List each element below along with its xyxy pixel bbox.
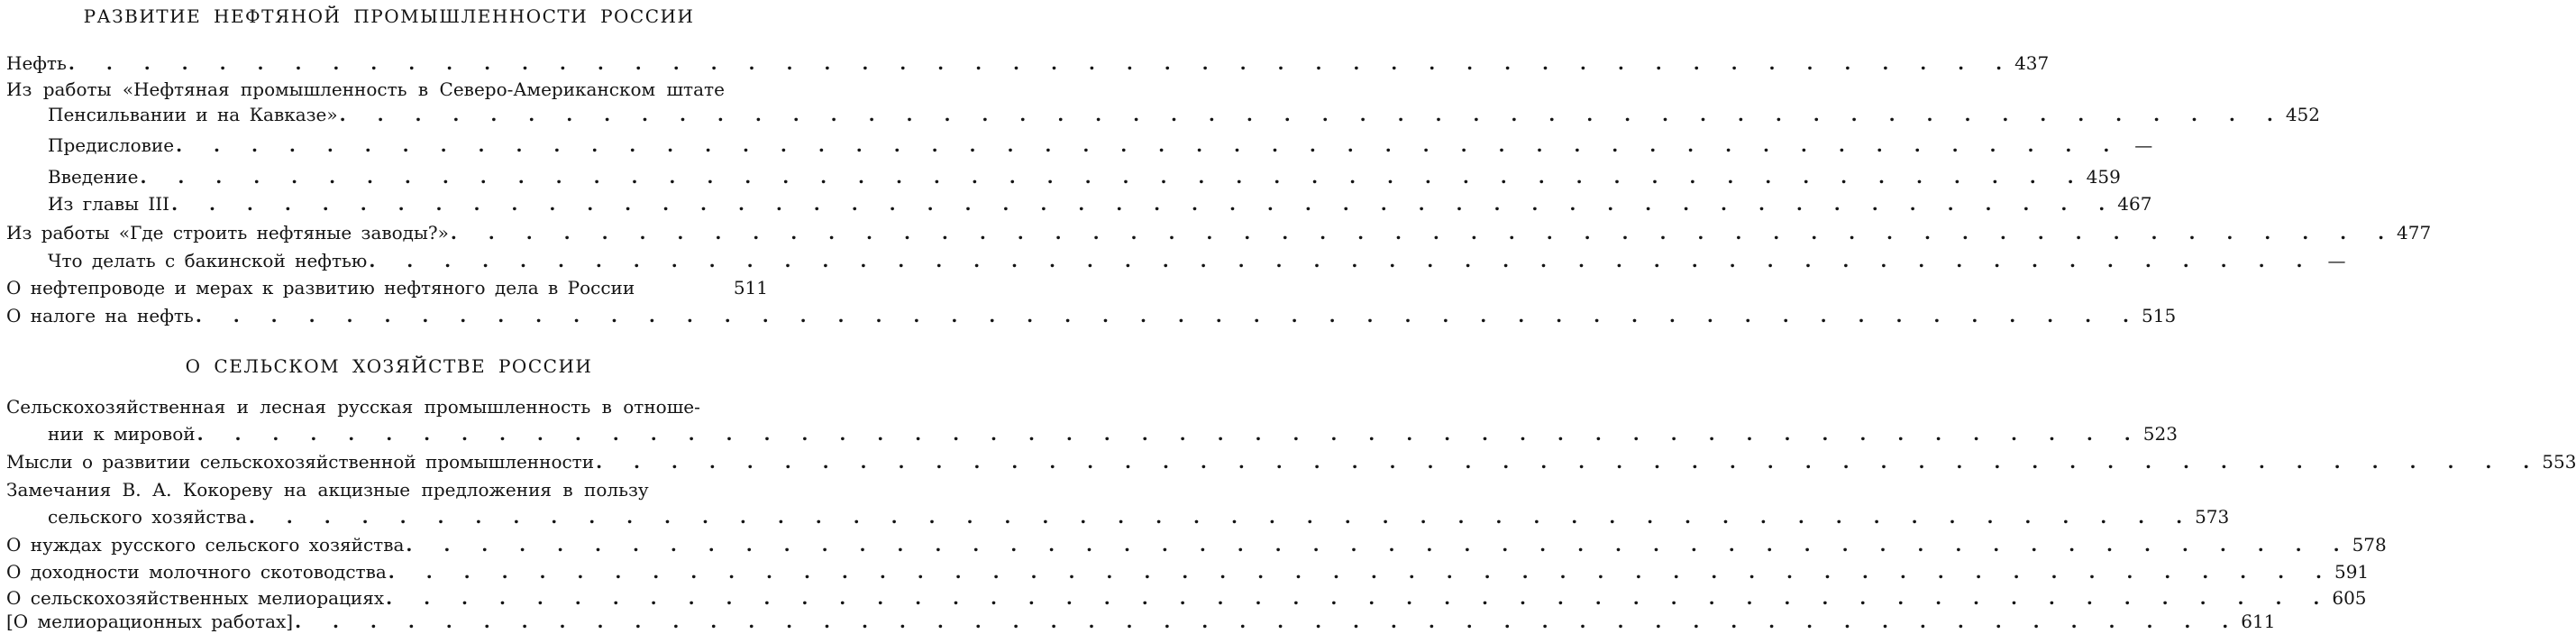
toc-entry-line [6, 77, 768, 102]
dot-leader: . . . . . . . . . . . . . . . . . . . . . . . . . . . . . . . . . . . . . . . . . . . . . . . . . . . . [388, 561, 2334, 583]
dot-leader: . . . . . . . . . . . . . . . . . . . . . . . . . . . . . . . . . . . . . . . . . . . . . . . . . . . . [450, 222, 2398, 243]
dot-leader: . . . . . . . . . . . . . . . . . . . . . . . . . . . . . . . . . . . . . . . . . . . . . . . . . . . . [195, 305, 2142, 326]
section-heading-agriculture: О СЕЛЬСКОМ ХОЗЯЙСТВЕ РОССИИ [185, 355, 593, 377]
entry-title: Что делать с бакинской нефтью [48, 250, 368, 271]
entry-title: О сельскохозяйственных мелиорациях [6, 587, 385, 609]
toc-entry-line [6, 477, 768, 502]
toc-entry-continuation [48, 504, 2230, 529]
entry-page-number: 452 [2285, 104, 2321, 125]
entry-title: Нефть [6, 52, 67, 74]
entry-title-continuation: Пенсильвании и на Кавказе» [48, 104, 338, 125]
dot-leader: . . . . . . . . . . . . . . . . . . . . . . . . . . . . . . . . . . . . . . . . . . . . . . . . . . . . [171, 193, 2118, 215]
toc-subentry [48, 133, 2153, 158]
toc-entry [6, 609, 2276, 634]
toc-entry-continuation [48, 421, 2178, 446]
toc-subentry [48, 191, 2152, 216]
entry-page-number: 591 [2334, 561, 2370, 583]
toc-entry [6, 559, 2370, 584]
dot-leader: . . . . . . . . . . . . . . . . . . . . . . . . . . . . . . . . . . . . . . . . . . . . . . . . . . . . [369, 250, 2316, 271]
entry-title: Предисловие [48, 134, 175, 156]
entry-page-number: — [2327, 250, 2346, 271]
entry-page-number: 611 [2241, 611, 2276, 632]
entry-page-number: 437 [2014, 52, 2050, 74]
entry-title: О налоге на нефть [6, 305, 194, 326]
toc-entry [6, 220, 2432, 245]
entry-title: Из работы «Где строить нефтяные заводы?» [6, 222, 449, 243]
entry-page-number: 459 [2086, 166, 2121, 188]
dot-leader: . . . . . . . . . . . . . . . . . . . . . . . . . . . . . . . . . . . . . . . . . . . . . . . . . . . . [196, 423, 2143, 445]
dot-leader: . . . . . . . . . . . . . . . . . . . . . . . . . . . . . . . . . . . . . . . . . . . . . . . . . . . . [386, 587, 2333, 609]
entry-page-number: 573 [2195, 506, 2230, 528]
toc-entry-continuation [48, 102, 2321, 127]
entry-page-number: 467 [2117, 193, 2152, 215]
entry-page-number: 605 [2332, 587, 2367, 609]
dot-leader: . . . . . . . . . . . . . . . . . . . . . . . . . . . . . . . . . . . . . . . . . . . . . . . . . . . . [406, 534, 2352, 556]
entry-page-number: — [2134, 134, 2153, 156]
toc-entry [6, 303, 2177, 328]
entry-page-number: 523 [2142, 423, 2178, 445]
toc-entry [6, 51, 2050, 76]
entry-page-number: 515 [2142, 305, 2177, 326]
toc-entry [6, 275, 768, 300]
entry-title-continuation: нии к мировой [48, 423, 196, 445]
entry-page-number: 578 [2352, 534, 2387, 556]
entry-title: О нуждах русского сельского хозяйства [6, 534, 405, 556]
entry-title: Мысли о развитии сельскохозяйственной промышленности [6, 451, 595, 473]
toc-entry [6, 532, 2387, 557]
dot-leader: . . . . . . . . . . . . . . . . . . . . . . . . . . . . . . . . . . . . . . . . . . . . . . . . . . . . [295, 611, 2242, 632]
dot-leader: . . . . . . . . . . . . . . . . . . . . . . . . . . . . . . . . . . . . . . . . . . . . . . . . . . . . [596, 451, 2543, 473]
toc-entry-line [6, 394, 768, 419]
toc-entry [6, 585, 2367, 611]
dot-leader: . . . . . . . . . . . . . . . . . . . . . . . . . . . . . . . . . . . . . . . . . . . . . . . . . . . . [140, 166, 2087, 188]
entry-title: Замечания В. А. Кокореву на акцизные предложения в пользу [6, 479, 649, 501]
entry-title-continuation: сельского хозяйства [48, 506, 247, 528]
section-heading-oil: РАЗВИТИЕ НЕФТЯНОЙ ПРОМЫШЛЕННОСТИ РОССИИ [83, 5, 695, 27]
entry-title: [О мелиорационных работах] [6, 611, 294, 632]
entry-page-number: 553 [2542, 451, 2576, 473]
entry-page-number: 511 [733, 277, 768, 299]
entry-title: Из главы III [48, 193, 170, 215]
dot-leader: . . . . . . . . . . . . . . . . . . . . . . . . . . . . . . . . . . . . . . . . . . . . . . . . . . . . [176, 134, 2123, 156]
dot-leader: . . . . . . . . . . . . . . . . . . . . . . . . . . . . . . . . . . . . . . . . . . . . . . . . . . . . [339, 104, 2286, 125]
toc-entry [6, 449, 2576, 474]
entry-page-number: 477 [2397, 222, 2432, 243]
entry-title: Из работы «Нефтяная промышленность в Северо-Американском штате [6, 78, 725, 100]
entry-title: Введение [48, 166, 139, 188]
entry-title: О доходности молочного скотоводства [6, 561, 387, 583]
toc-subentry [48, 248, 2346, 273]
entry-title: О нефтепроводе и мерах к развитию нефтяного дела в России [6, 277, 635, 299]
toc-subentry [48, 164, 2121, 189]
dot-leader: . . . . . . . . . . . . . . . . . . . . . . . . . . . . . . . . . . . . . . . . . . . . . . . . . . . . [248, 506, 2196, 528]
dot-leader: . . . . . . . . . . . . . . . . . . . . . . . . . . . . . . . . . . . . . . . . . . . . . . . . . . . . [68, 52, 2015, 74]
entry-title: Сельскохозяйственная и лесная русская промышленность в отноше- [6, 396, 700, 418]
